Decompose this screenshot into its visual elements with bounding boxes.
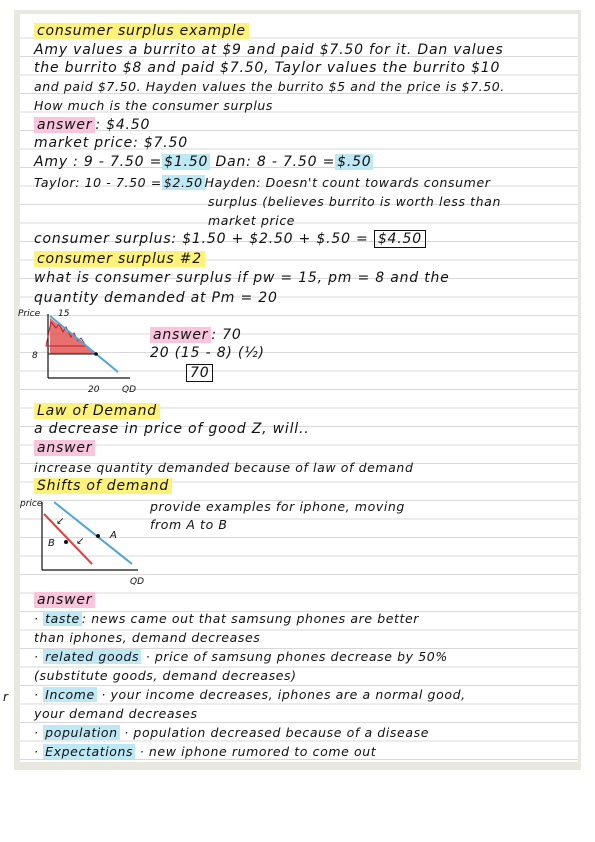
y-axis-label: Price [18,309,41,319]
amy-dan-calc: Amy : 9 - 7.50 = $1.50 Dan: 8 - 7.50 = $.50 [34,154,372,170]
problem-line: How much is the consumer surplus [34,98,274,113]
boxed-answer: 70 [186,364,213,382]
bullet-related-goods: · related goods · price of samsung phones decrease by 50% [34,649,448,664]
point-a [96,534,100,538]
calculation-line: 20 (15 - 8) (½) [150,345,265,361]
bullet-continuation: your demand decreases [34,706,198,721]
heading-law-of-demand: Law of Demand [34,402,160,420]
question-line: from A to B [150,517,228,532]
hayden-note: market price [208,213,296,228]
x-axis-label: QD [122,385,137,395]
problem-line: and paid $7.50. Hayden values the burrito $5 and the price is $7.50. [34,79,505,94]
problem-line: the burrito $8 and paid $7.50, Taylor values the burrito $10 [34,60,501,76]
y-tick-mid: 8 [32,351,38,361]
problem-line: Amy values a burrito at $9 and paid $7.50 for it. Dan values [34,42,504,58]
consumer-surplus-graph [18,306,148,398]
bullet-income: · Income · your income decreases, iphones are a normal good, [34,687,466,702]
point-b-label: B [48,538,55,549]
hayden-note: surplus (believes burrito is worth less than [208,194,501,209]
y-tick-top: 15 [58,309,70,319]
shift-arrow-icon: ↙ [76,536,85,547]
heading-consumer-surplus-2: consumer surplus #2 [34,250,205,268]
bullet-taste: · taste : news came out that samsung phones are better [34,611,420,626]
equilibrium-point [94,352,98,356]
taylor-hayden-calc: Taylor: 10 - 7.50 = $2.50 Hayden: Doesn't count towards consumer [34,175,491,190]
demand-curve-original [54,502,132,564]
answer-label: answer [34,117,95,133]
demand-shift-graph [18,496,158,588]
question-line: quantity demanded at Pm = 20 [34,290,278,306]
y-axis-label: price [20,499,43,509]
answer-line: answer [34,439,95,457]
bullet-continuation: (substitute goods, demand decreases) [34,668,297,683]
answer-line: answer [34,591,95,609]
answer-text: increase quantity demanded because of law of demand [34,460,414,475]
x-axis-label: QD [130,577,145,587]
answer-line [34,116,150,134]
x-tick: 20 [88,385,100,395]
market-price-line: market price: $7.50 [34,135,188,151]
consumer-surplus-total: consumer surplus: $1.50 + $2.50 + $.50 = $4.50 [34,230,426,248]
heading-consumer-surplus-example: consumer surplus example [34,22,249,40]
bullet-population: · population · population decreased because of a disease [34,725,429,740]
boxed-answer: $4.50 [374,230,426,248]
heading-shifts-of-demand: Shifts of demand [34,477,172,495]
answer-line: answer : 70 [150,326,242,344]
answer-value: : $4.50 [95,117,151,133]
bullet-expectations: · Expectations · new iphone rumored to come out [34,744,377,759]
point-a-label: A [110,530,117,541]
question-line: a decrease in price of good Z, will.. [34,421,310,437]
question-line: provide examples for iphone, moving [150,499,405,514]
shift-arrow-icon: ↙ [56,516,65,527]
margin-mark: r [3,690,8,704]
question-line: what is consumer surplus if pw = 15, pm = 8 and the [34,270,450,286]
bullet-continuation: than iphones, demand decreases [34,630,261,645]
point-b [64,540,68,544]
